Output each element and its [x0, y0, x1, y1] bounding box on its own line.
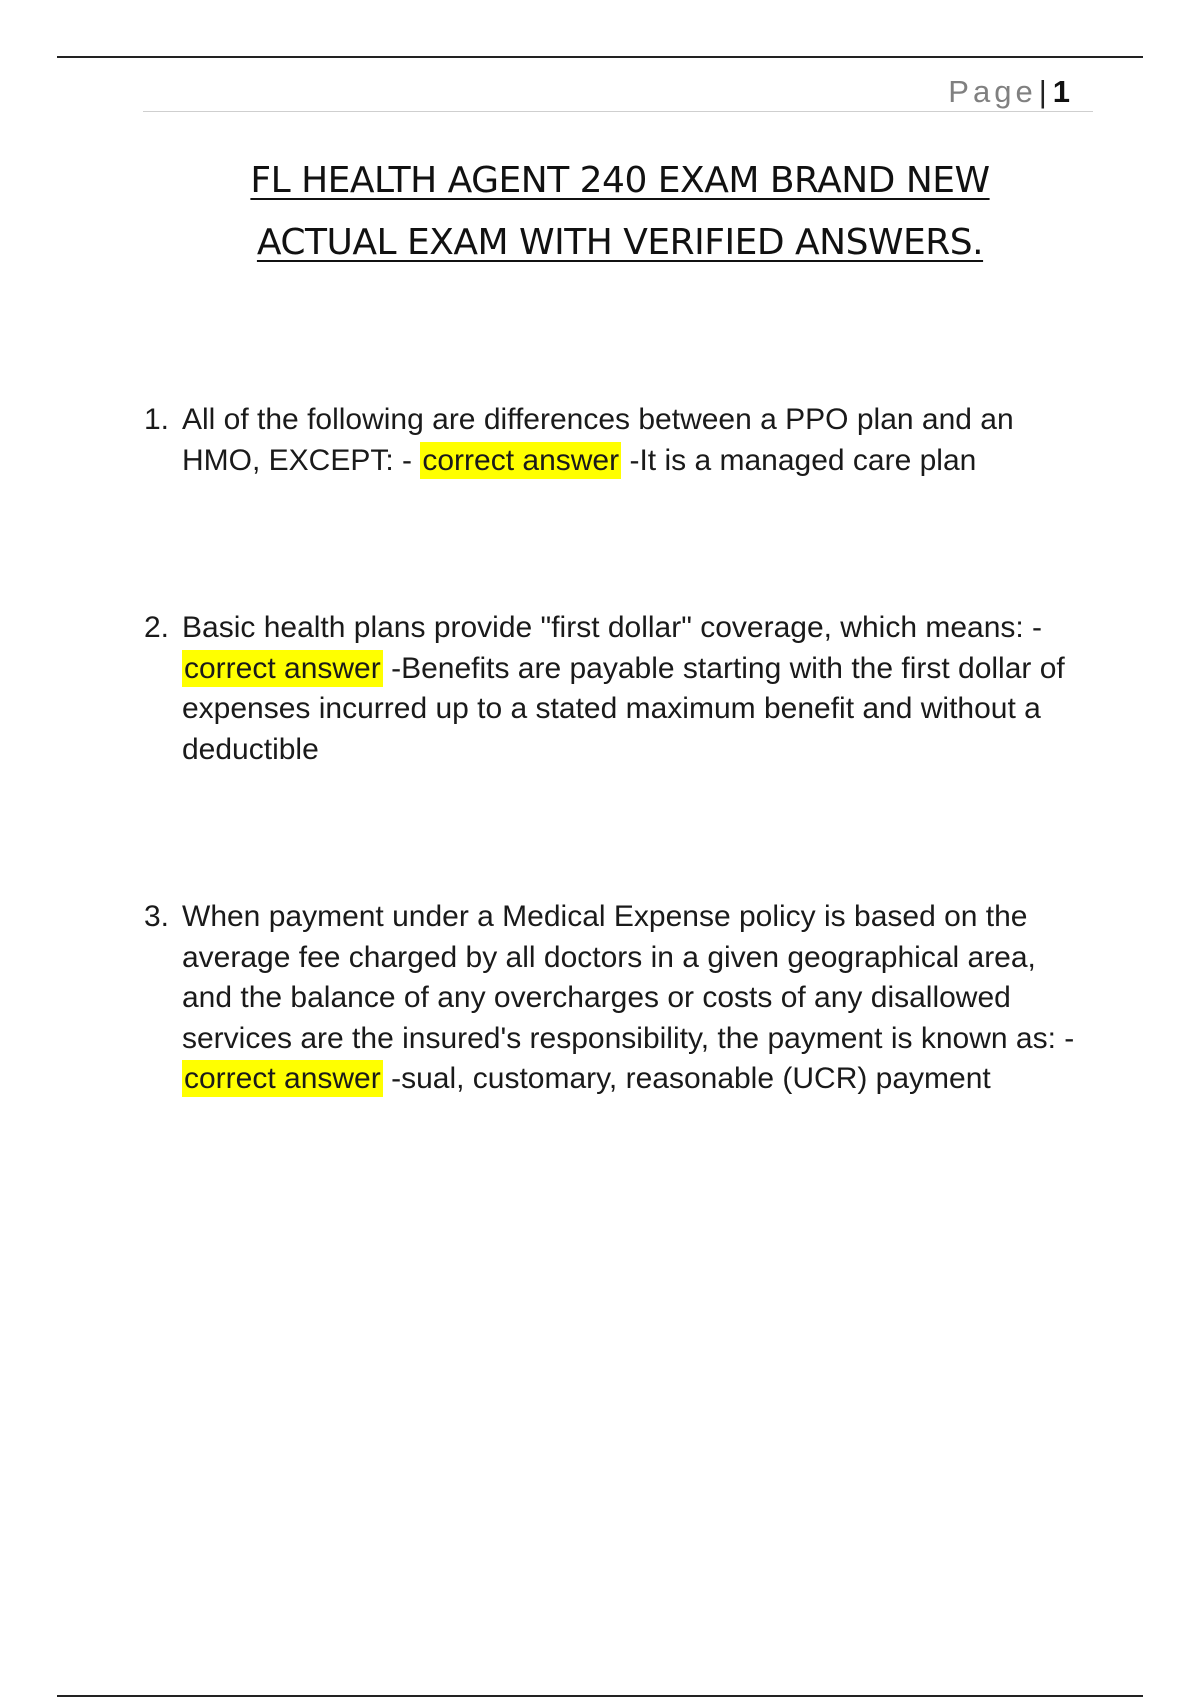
- page-separator: |: [1038, 74, 1047, 109]
- question-number: 3.: [144, 900, 170, 933]
- question-text: When payment under a Medical Expense policy is based on the average fee charged by all doctors in a given geographical area, and the balance of any overcharges or costs of any disallowed services are the insured's responsibility, the payment is known as: -: [182, 900, 1075, 1055]
- question-item: [140, 608, 1082, 770]
- title-line-1: FL HEALTH AGENT 240 EXAM BRAND NEW: [250, 160, 990, 201]
- bottom-border-rule: [57, 1695, 1143, 1697]
- question-item: [140, 897, 1082, 1100]
- question-text: All of the following are differences between a PPO plan and an HMO, EXCEPT: -: [182, 403, 1014, 477]
- answer-text: -Benefits are payable starting with the first dollar of expenses incurred up to a stated maximum benefit and without a deductible: [182, 651, 1065, 766]
- question-item: [140, 400, 1082, 481]
- question-number: 2.: [144, 611, 170, 644]
- title-line-2: ACTUAL EXAM WITH VERIFIED ANSWERS.: [256, 222, 984, 263]
- correct-answer-highlight: correct answer: [184, 1062, 381, 1095]
- document-title: [150, 150, 1090, 274]
- page-word: Page: [948, 74, 1037, 109]
- page-number-label: [948, 72, 1070, 112]
- correct-answer-highlight: correct answer: [422, 443, 620, 477]
- header-rule: [143, 111, 1093, 112]
- top-border-rule: [57, 56, 1143, 58]
- answer-text: -It is a managed care plan: [629, 443, 977, 477]
- page-number: 1: [1052, 74, 1070, 109]
- answer-text: -sual, customary, reasonable (UCR) payment: [391, 1062, 991, 1095]
- correct-answer-highlight: correct answer: [184, 651, 381, 685]
- question-number: 1.: [144, 403, 170, 436]
- question-text: Basic health plans provide "first dollar" coverage, which means: -: [182, 611, 1043, 644]
